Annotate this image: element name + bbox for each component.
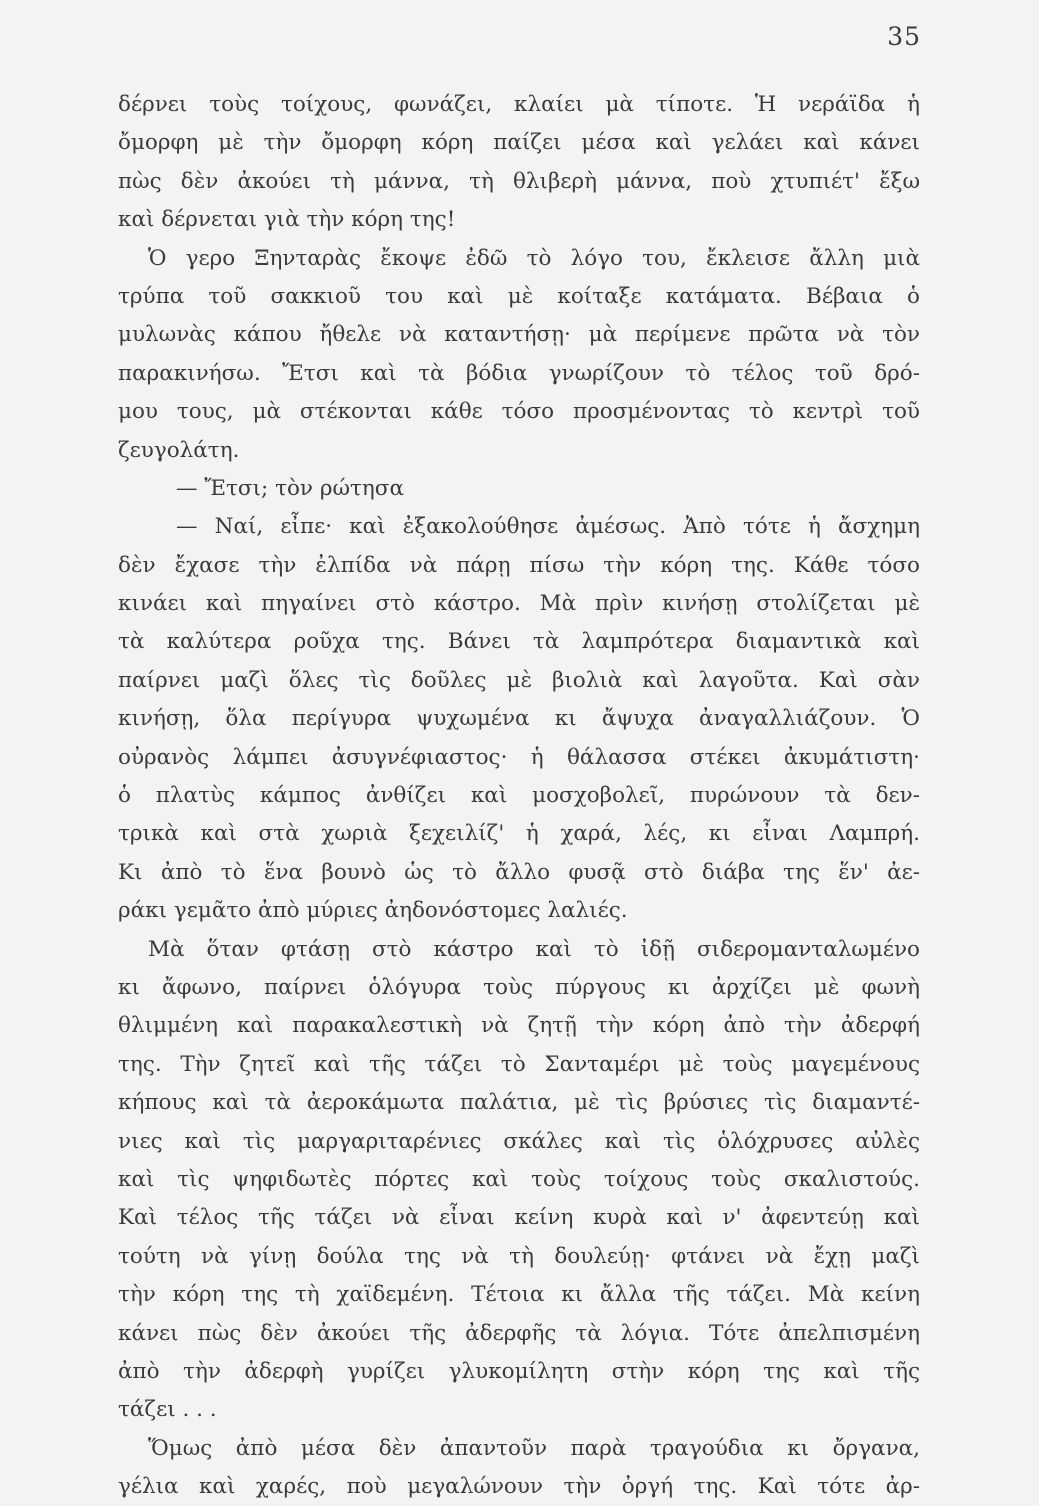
text-line: τρύπα τοῦ σακκιοῦ του καὶ μὲ κοίταξε κατάματα. Βέβαια ὁ [118,283,920,309]
text-line: Κι ἀπὸ τὸ ἕνα βουνὸ ὡς τὸ ἄλλο φυσᾷ στὸ διάβα της ἕν' ἀε- [118,859,920,885]
page-number: 35 [887,22,921,51]
text-line: κήπους καὶ τὰ ἀεροκάμωτα παλάτια, μὲ τὶς βρύσιες τὶς διαμαντέ- [118,1090,920,1116]
text-line: τάζει . . . [118,1397,217,1423]
text-line: κινάει καὶ πηγαίνει στὸ κάστρο. Μὰ πρὶν κινήσῃ στολίζεται μὲ [118,591,920,617]
text-line: παρακινήσω. Ἔτσι καὶ τὰ βόδια γνωρίζουν τὸ τέλος τοῦ δρό- [118,360,920,386]
text-line: ὁ πλατὺς κάμπος ἀνθίζει καὶ μοσχοβολεῖ, πυρώνουν τὰ δεν- [118,783,920,809]
text-line: κινήσῃ, ὅλα περίγυρα ψυχωμένα κι ἄψυχα ἀναγαλλιάζουν. Ὁ [118,706,920,732]
text-line: Μὰ ὅταν φτάσῃ στὸ κάστρο καὶ τὸ ἰδῇ σιδερομανταλωμένο [148,936,920,962]
text-line: ἀπὸ τὴν ἀδερφὴ γυρίζει γλυκομίλητη στὴν κόρη της καὶ τῆς [118,1358,920,1384]
text-line: καὶ τὶς ψηφιδωτὲς πόρτες καὶ τοὺς τοίχους τοὺς σκαλιστούς. [118,1166,920,1192]
text-line: νιες καὶ τὶς μαργαριταρένιες σκάλες καὶ τὶς ὁλόχρυσες αὐλὲς [118,1128,920,1154]
text-line: τὴν κόρη της τὴ χαϊδεμένη. Τέτοια κι ἄλλα τῆς τάζει. Μὰ κείνη [118,1282,920,1308]
text-line: της. Τὴν ζητεῖ καὶ τῆς τάζει τὸ Σανταμέρι μὲ τοὺς μαγεμένους [118,1051,920,1077]
text-line: τρικὰ καὶ στὰ χωριὰ ξεχειλίζ' ἡ χαρά, λές, κι εἶναι Λαμπρή. [118,821,920,847]
text-line: τούτη νὰ γίνῃ δούλα της νὰ τὴ δουλεύῃ· φτάνει νὰ ἔχῃ μαζὶ [118,1243,920,1269]
text-line: ζευγολάτη. [118,437,240,463]
text-line: κι ἄφωνο, παίρνει ὁλόγυρα τοὺς πύργους κι ἀρχίζει μὲ φωνὴ [118,974,920,1000]
text-line: ράκι γεμᾶτο ἀπὸ μύριες ἀηδονόστομες λαλιές. [118,898,628,924]
text-line: Ὁ γερο Ξηνταρὰς ἔκοψε ἐδῶ τὸ λόγο του, ἔκλεισε ἄλλη μιὰ [148,245,920,271]
text-line: δὲν ἔχασε τὴν ἐλπίδα νὰ πάρῃ πίσω τὴν κόρη της. Κάθε τόσο [118,552,920,578]
text-line: τὰ καλύτερα ροῦχα της. Βάνει τὰ λαμπρότερα διαμαντικὰ καὶ [118,629,920,655]
text-line: πὼς δὲν ἀκούει τὴ μάννα, τὴ θλιβερὴ μάννα, ποὺ χτυπιέτ' ἔξω [118,168,920,194]
text-line: — Ναί, εἶπε· καὶ ἐξακολούθησε ἀμέσως. Ἀπὸ τότε ἡ ἄσχημη [176,514,920,540]
text-line: καὶ δέρνεται γιὰ τὴν κόρη της! [118,207,456,233]
text-line: ὄμορφη μὲ τὴν ὄμορφη κόρη παίζει μέσα καὶ γελάει καὶ κάνει [118,130,920,156]
text-line: μου τους, μὰ στέκονται κάθε τόσο προσμένοντας τὸ κεντρὶ τοῦ [118,399,920,425]
text-line: — Ἔτσι; τὸν ρώτησα [176,475,404,501]
text-line: μυλωνὰς κάπου ἤθελε νὰ καταντήσῃ· μὰ περίμενε πρῶτα νὰ τὸν [118,322,920,348]
text-line: θλιμμένη καὶ παρακαλεστικὴ νὰ ζητῇ τὴν κόρη ἀπὸ τὴν ἀδερφή [118,1013,920,1039]
text-line: γέλια καὶ χαρές, ποὺ μεγαλώνουν τὴν ὀργή της. Καὶ τότε ἀρ- [118,1474,920,1500]
body-text [118,86,920,1506]
text-line: οὐρανὸς λάμπει ἀσυγνέφιαστος· ἡ θάλασσα στέκει ἀκυμάτιστη· [118,744,920,770]
text-line: παίρνει μαζὶ ὅλες τὶς δοῦλες μὲ βιολιὰ καὶ λαγοῦτα. Καὶ σὰν [118,667,920,693]
text-line: δέρνει τοὺς τοίχους, φωνάζει, κλαίει μὰ τίποτε. Ἡ νεράϊδα ἡ [118,92,920,117]
text-line: Ὅμως ἀπὸ μέσα δὲν ἀπαντοῦν παρὰ τραγούδια κι ὄργανα, [148,1435,920,1461]
text-line: Καὶ τέλος τῆς τάζει νὰ εἶναι κείνη κυρὰ καὶ ν' ἀφεντεύῃ καὶ [118,1205,920,1231]
text-line: κάνει πὼς δὲν ἀκούει τῆς ἀδερφῆς τὰ λόγια. Τότε ἀπελπισμένη [118,1320,920,1346]
